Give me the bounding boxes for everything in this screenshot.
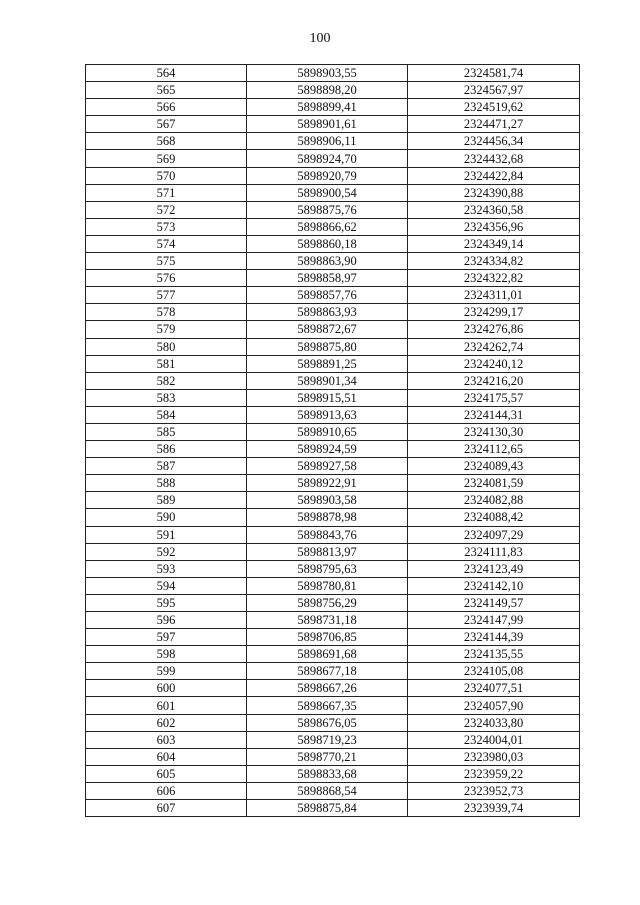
table-row bbox=[86, 475, 580, 492]
point-number-cell: 596 bbox=[86, 612, 247, 629]
x-coordinate-cell: 5898706,85 bbox=[247, 629, 408, 646]
x-coordinate-cell: 5898780,81 bbox=[247, 577, 408, 594]
table-row bbox=[86, 304, 580, 321]
x-coordinate-cell: 5898899,41 bbox=[247, 99, 408, 116]
table-row bbox=[86, 423, 580, 440]
y-coordinate-cell: 2324311,01 bbox=[408, 287, 580, 304]
table-row bbox=[86, 458, 580, 475]
y-coordinate-cell: 2324105,08 bbox=[408, 663, 580, 680]
y-coordinate-cell: 2324088,42 bbox=[408, 509, 580, 526]
point-number-cell: 566 bbox=[86, 99, 247, 116]
x-coordinate-cell: 5898756,29 bbox=[247, 594, 408, 611]
y-coordinate-cell: 2323959,22 bbox=[408, 765, 580, 782]
table-row bbox=[86, 765, 580, 782]
y-coordinate-cell: 2324077,51 bbox=[408, 680, 580, 697]
point-number-cell: 595 bbox=[86, 594, 247, 611]
y-coordinate-cell: 2324432,68 bbox=[408, 150, 580, 167]
point-number-cell: 576 bbox=[86, 270, 247, 287]
x-coordinate-cell: 5898913,63 bbox=[247, 406, 408, 423]
y-coordinate-cell: 2324322,82 bbox=[408, 270, 580, 287]
point-number-cell: 592 bbox=[86, 543, 247, 560]
point-number-cell: 577 bbox=[86, 287, 247, 304]
table-row bbox=[86, 646, 580, 663]
point-number-cell: 586 bbox=[86, 441, 247, 458]
y-coordinate-cell: 2324471,27 bbox=[408, 116, 580, 133]
point-number-cell: 569 bbox=[86, 150, 247, 167]
x-coordinate-cell: 5898863,93 bbox=[247, 304, 408, 321]
y-coordinate-cell: 2324004,01 bbox=[408, 731, 580, 748]
x-coordinate-cell: 5898898,20 bbox=[247, 82, 408, 99]
y-coordinate-cell: 2324081,59 bbox=[408, 475, 580, 492]
point-number-cell: 582 bbox=[86, 372, 247, 389]
table-row bbox=[86, 543, 580, 560]
x-coordinate-cell: 5898795,63 bbox=[247, 560, 408, 577]
x-coordinate-cell: 5898891,25 bbox=[247, 355, 408, 372]
x-coordinate-cell: 5898901,34 bbox=[247, 372, 408, 389]
x-coordinate-cell: 5898770,21 bbox=[247, 748, 408, 765]
y-coordinate-cell: 2324581,74 bbox=[408, 65, 580, 82]
point-number-cell: 588 bbox=[86, 475, 247, 492]
point-number-cell: 568 bbox=[86, 133, 247, 150]
table-row bbox=[86, 612, 580, 629]
table-row bbox=[86, 800, 580, 817]
table-row bbox=[86, 287, 580, 304]
x-coordinate-cell: 5898667,35 bbox=[247, 697, 408, 714]
x-coordinate-cell: 5898676,05 bbox=[247, 714, 408, 731]
y-coordinate-cell: 2324033,80 bbox=[408, 714, 580, 731]
x-coordinate-cell: 5898922,91 bbox=[247, 475, 408, 492]
point-number-cell: 587 bbox=[86, 458, 247, 475]
y-coordinate-cell: 2324089,43 bbox=[408, 458, 580, 475]
y-coordinate-cell: 2324082,88 bbox=[408, 492, 580, 509]
x-coordinate-cell: 5898903,58 bbox=[247, 492, 408, 509]
table-row bbox=[86, 594, 580, 611]
point-number-cell: 579 bbox=[86, 321, 247, 338]
table-row bbox=[86, 680, 580, 697]
table-row bbox=[86, 509, 580, 526]
point-number-cell: 578 bbox=[86, 304, 247, 321]
y-coordinate-cell: 2324144,39 bbox=[408, 629, 580, 646]
table-row bbox=[86, 150, 580, 167]
point-number-cell: 567 bbox=[86, 116, 247, 133]
point-number-cell: 590 bbox=[86, 509, 247, 526]
table-row bbox=[86, 65, 580, 82]
table-row bbox=[86, 235, 580, 252]
point-number-cell: 600 bbox=[86, 680, 247, 697]
table-row bbox=[86, 321, 580, 338]
table-row bbox=[86, 697, 580, 714]
y-coordinate-cell: 2324147,99 bbox=[408, 612, 580, 629]
table-row bbox=[86, 560, 580, 577]
point-number-cell: 570 bbox=[86, 167, 247, 184]
x-coordinate-cell: 5898872,67 bbox=[247, 321, 408, 338]
y-coordinate-cell: 2324130,30 bbox=[408, 423, 580, 440]
y-coordinate-cell: 2323980,03 bbox=[408, 748, 580, 765]
table-row bbox=[86, 133, 580, 150]
x-coordinate-cell: 5898857,76 bbox=[247, 287, 408, 304]
point-number-cell: 565 bbox=[86, 82, 247, 99]
x-coordinate-cell: 5898900,54 bbox=[247, 184, 408, 201]
table-row bbox=[86, 338, 580, 355]
point-number-cell: 606 bbox=[86, 782, 247, 799]
y-coordinate-cell: 2324390,88 bbox=[408, 184, 580, 201]
y-coordinate-cell: 2324112,65 bbox=[408, 441, 580, 458]
y-coordinate-cell: 2324456,34 bbox=[408, 133, 580, 150]
point-number-cell: 583 bbox=[86, 389, 247, 406]
coordinates-table bbox=[85, 64, 580, 817]
y-coordinate-cell: 2324356,96 bbox=[408, 218, 580, 235]
x-coordinate-cell: 5898858,97 bbox=[247, 270, 408, 287]
table-row bbox=[86, 218, 580, 235]
table-row bbox=[86, 116, 580, 133]
table-row bbox=[86, 441, 580, 458]
point-number-cell: 593 bbox=[86, 560, 247, 577]
point-number-cell: 601 bbox=[86, 697, 247, 714]
table-row bbox=[86, 629, 580, 646]
y-coordinate-cell: 2323939,74 bbox=[408, 800, 580, 817]
y-coordinate-cell: 2324422,84 bbox=[408, 167, 580, 184]
table-row bbox=[86, 184, 580, 201]
table-row bbox=[86, 492, 580, 509]
x-coordinate-cell: 5898906,11 bbox=[247, 133, 408, 150]
table-row bbox=[86, 99, 580, 116]
x-coordinate-cell: 5898875,76 bbox=[247, 201, 408, 218]
point-number-cell: 574 bbox=[86, 235, 247, 252]
y-coordinate-cell: 2324276,86 bbox=[408, 321, 580, 338]
table-row bbox=[86, 372, 580, 389]
point-number-cell: 584 bbox=[86, 406, 247, 423]
y-coordinate-cell: 2324334,82 bbox=[408, 253, 580, 270]
point-number-cell: 594 bbox=[86, 577, 247, 594]
y-coordinate-cell: 2324360,58 bbox=[408, 201, 580, 218]
table-row bbox=[86, 577, 580, 594]
point-number-cell: 604 bbox=[86, 748, 247, 765]
x-coordinate-cell: 5898868,54 bbox=[247, 782, 408, 799]
x-coordinate-cell: 5898927,58 bbox=[247, 458, 408, 475]
point-number-cell: 585 bbox=[86, 423, 247, 440]
point-number-cell: 607 bbox=[86, 800, 247, 817]
point-number-cell: 598 bbox=[86, 646, 247, 663]
y-coordinate-cell: 2324123,49 bbox=[408, 560, 580, 577]
table-row bbox=[86, 406, 580, 423]
point-number-cell: 581 bbox=[86, 355, 247, 372]
y-coordinate-cell: 2324240,12 bbox=[408, 355, 580, 372]
x-coordinate-cell: 5898920,79 bbox=[247, 167, 408, 184]
point-number-cell: 572 bbox=[86, 201, 247, 218]
x-coordinate-cell: 5898860,18 bbox=[247, 235, 408, 252]
y-coordinate-cell: 2324149,57 bbox=[408, 594, 580, 611]
x-coordinate-cell: 5898924,59 bbox=[247, 441, 408, 458]
table-row bbox=[86, 82, 580, 99]
table-row bbox=[86, 748, 580, 765]
y-coordinate-cell: 2324057,90 bbox=[408, 697, 580, 714]
table-row bbox=[86, 201, 580, 218]
coordinates-table-body bbox=[86, 65, 580, 817]
x-coordinate-cell: 5898901,61 bbox=[247, 116, 408, 133]
x-coordinate-cell: 5898731,18 bbox=[247, 612, 408, 629]
y-coordinate-cell: 2324299,17 bbox=[408, 304, 580, 321]
y-coordinate-cell: 2324142,10 bbox=[408, 577, 580, 594]
y-coordinate-cell: 2324175,57 bbox=[408, 389, 580, 406]
table-row bbox=[86, 731, 580, 748]
x-coordinate-cell: 5898833,68 bbox=[247, 765, 408, 782]
point-number-cell: 603 bbox=[86, 731, 247, 748]
x-coordinate-cell: 5898866,62 bbox=[247, 218, 408, 235]
point-number-cell: 602 bbox=[86, 714, 247, 731]
y-coordinate-cell: 2324262,74 bbox=[408, 338, 580, 355]
x-coordinate-cell: 5898910,65 bbox=[247, 423, 408, 440]
table-row bbox=[86, 663, 580, 680]
page-number: 100 bbox=[309, 31, 331, 46]
y-coordinate-cell: 2324216,20 bbox=[408, 372, 580, 389]
point-number-cell: 597 bbox=[86, 629, 247, 646]
table-row bbox=[86, 167, 580, 184]
y-coordinate-cell: 2324567,97 bbox=[408, 82, 580, 99]
table-row bbox=[86, 526, 580, 543]
table-row bbox=[86, 782, 580, 799]
x-coordinate-cell: 5898677,18 bbox=[247, 663, 408, 680]
table-row bbox=[86, 270, 580, 287]
x-coordinate-cell: 5898903,55 bbox=[247, 65, 408, 82]
x-coordinate-cell: 5898843,76 bbox=[247, 526, 408, 543]
x-coordinate-cell: 5898667,26 bbox=[247, 680, 408, 697]
point-number-cell: 580 bbox=[86, 338, 247, 355]
point-number-cell: 575 bbox=[86, 253, 247, 270]
table-row bbox=[86, 253, 580, 270]
x-coordinate-cell: 5898875,84 bbox=[247, 800, 408, 817]
x-coordinate-cell: 5898863,90 bbox=[247, 253, 408, 270]
y-coordinate-cell: 2324097,29 bbox=[408, 526, 580, 543]
y-coordinate-cell: 2324144,31 bbox=[408, 406, 580, 423]
point-number-cell: 573 bbox=[86, 218, 247, 235]
point-number-cell: 605 bbox=[86, 765, 247, 782]
x-coordinate-cell: 5898691,68 bbox=[247, 646, 408, 663]
x-coordinate-cell: 5898719,23 bbox=[247, 731, 408, 748]
y-coordinate-cell: 2323952,73 bbox=[408, 782, 580, 799]
y-coordinate-cell: 2324111,83 bbox=[408, 543, 580, 560]
point-number-cell: 571 bbox=[86, 184, 247, 201]
x-coordinate-cell: 5898924,70 bbox=[247, 150, 408, 167]
table-row bbox=[86, 389, 580, 406]
table-row bbox=[86, 714, 580, 731]
x-coordinate-cell: 5898878,98 bbox=[247, 509, 408, 526]
point-number-cell: 599 bbox=[86, 663, 247, 680]
table-row bbox=[86, 355, 580, 372]
point-number-cell: 589 bbox=[86, 492, 247, 509]
y-coordinate-cell: 2324135,55 bbox=[408, 646, 580, 663]
x-coordinate-cell: 5898915,51 bbox=[247, 389, 408, 406]
x-coordinate-cell: 5898875,80 bbox=[247, 338, 408, 355]
y-coordinate-cell: 2324519,62 bbox=[408, 99, 580, 116]
y-coordinate-cell: 2324349,14 bbox=[408, 235, 580, 252]
point-number-cell: 591 bbox=[86, 526, 247, 543]
x-coordinate-cell: 5898813,97 bbox=[247, 543, 408, 560]
point-number-cell: 564 bbox=[86, 65, 247, 82]
